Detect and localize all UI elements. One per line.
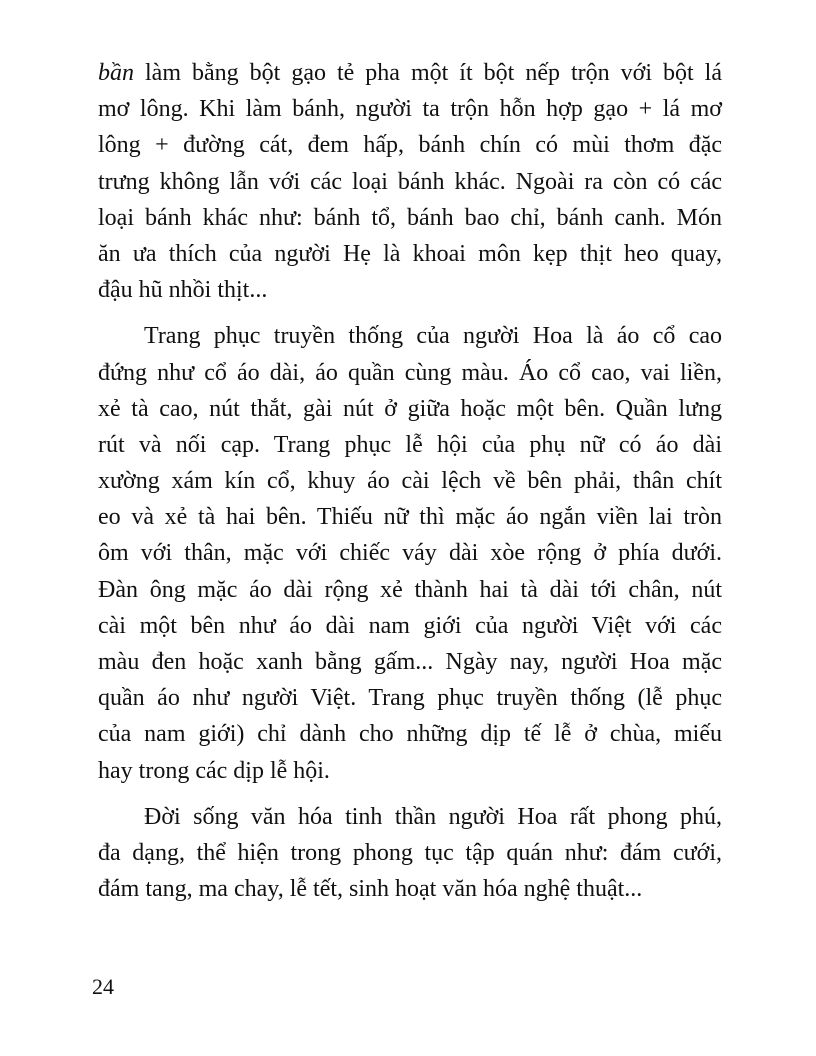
paragraph-1 — [98, 55, 722, 308]
paragraph-3 — [98, 799, 722, 908]
paragraph-line: xẻ tà cao, nút thắt, gài nút ở giữa hoặc một bên. Quần lưng — [98, 395, 722, 422]
paragraph-line: quần áo như người Việt. Trang phục truyền thống (lễ phục — [98, 685, 722, 712]
paragraph-2 — [98, 318, 722, 788]
paragraph-line: ôm với thân, mặc với chiếc váy dài xòe rộng ở phía dưới. — [98, 540, 722, 567]
paragraph-line: đứng như cổ áo dài, áo quần cùng màu. Áo cổ cao, vai liền, — [98, 359, 722, 386]
paragraph-line: ăn ưa thích của người Hẹ là khoai môn kẹp thịt heo quay, — [98, 240, 722, 267]
paragraph-line: đậu hũ nhồi thịt... — [98, 277, 268, 304]
paragraph-line: xường xám kín cổ, khuy áo cài lệch về bên phải, thân chít — [98, 468, 722, 495]
paragraph-line: lông + đường cát, đem hấp, bánh chín có mùi thơm đặc — [98, 132, 722, 159]
paragraph-gap — [98, 789, 722, 799]
paragraph-line: của nam giới) chỉ dành cho những dịp tế lễ ở chùa, miếu — [98, 721, 722, 748]
paragraph-line: Đàn ông mặc áo dài rộng xẻ thành hai tà dài tới chân, nút — [98, 576, 722, 603]
paragraph-line: hay trong các dịp lễ hội. — [98, 757, 330, 784]
paragraph-line: mơ lông. Khi làm bánh, người ta trộn hỗn hợp gạo + lá mơ — [98, 96, 722, 123]
paragraph-line: cài một bên như áo dài nam giới của người Việt với các — [98, 612, 722, 639]
paragraph-line — [98, 55, 722, 91]
line-text: làm bằng bột gạo tẻ pha một ít bột nếp trộn với bột lá — [134, 60, 722, 86]
body-text — [98, 55, 722, 907]
paragraph-line: trưng không lẫn với các loại bánh khác. Ngoài ra còn có các — [98, 168, 722, 195]
paragraph-line: màu đen hoặc xanh bằng gấm... Ngày nay, người Hoa mặc — [98, 649, 722, 675]
paragraph-line: Trang phục truyền thống của người Hoa là áo cổ cao — [144, 323, 722, 350]
paragraph-line: rút và nối cạp. Trang phục lễ hội của phụ nữ có áo dài — [98, 431, 722, 458]
page-number: 24 — [92, 974, 114, 999]
paragraph-line: đám tang, ma chay, lễ tết, sinh hoạt văn hóa nghệ thuật... — [98, 876, 643, 903]
paragraph-line: loại bánh khác như: bánh tổ, bánh bao chỉ, bánh canh. Món — [98, 204, 722, 231]
paragraph-line: eo và xẻ tà hai bên. Thiếu nữ thì mặc áo ngắn viền lai tròn — [98, 504, 722, 531]
paragraph-line: Đời sống văn hóa tinh thần người Hoa rất phong phú, — [144, 803, 722, 830]
paragraph-gap — [98, 308, 722, 318]
paragraph-line: đa dạng, thể hiện trong phong tục tập quán như: đám cưới, — [98, 839, 722, 866]
italic-word: bần — [98, 60, 134, 86]
